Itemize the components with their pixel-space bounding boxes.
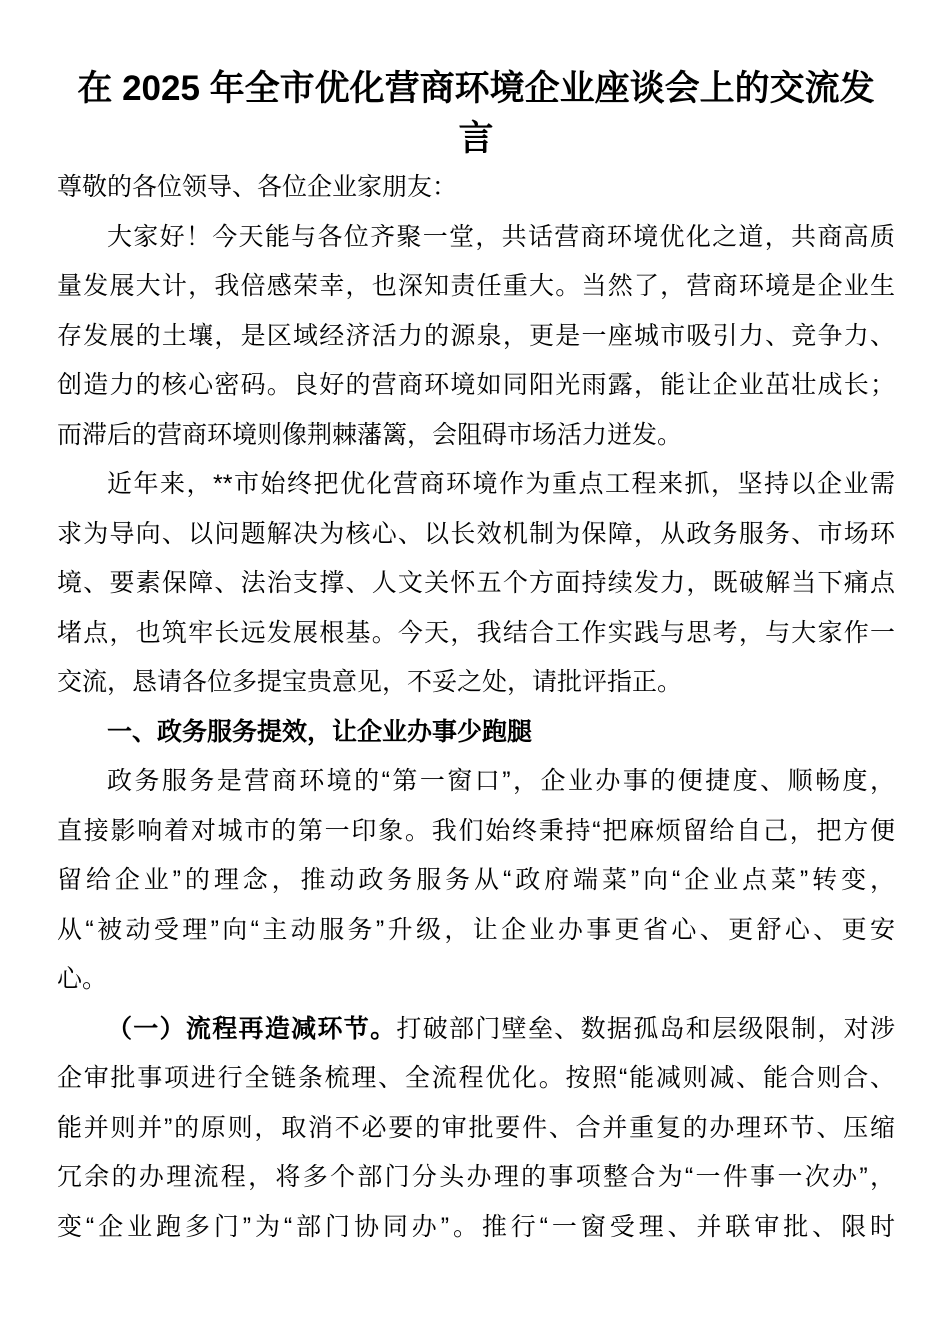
text-line: 能并则并”的原则，取消不必要的审批要件、合并重复的办理环节、压缩 <box>57 1113 895 1142</box>
text-line: 交流，恳请各位多提宝贵意见，不妥之处，请批评指正。 <box>57 668 683 696</box>
text-line: 近年来，**市始终把优化营商环境作为重点工程来抓，坚持以企业需 <box>107 470 895 498</box>
text-line <box>57 1005 895 1055</box>
document-body <box>57 64 895 1252</box>
text-block <box>57 163 895 213</box>
text-line: 一、政务服务提效，让企业办事少跑腿 <box>107 717 533 746</box>
text-line: 留给企业”的理念，推动政务服务从“政府端菜”向“企业点菜”转变， <box>57 866 895 894</box>
text-line: 境、要素保障、法治支撑、人文关怀五个方面持续发力，既破解当下痛点 <box>57 569 895 597</box>
bold-lead-in: （一）流程再造减环节。 <box>107 1014 397 1043</box>
text-line: 政务服务是营商环境的“第一窗口”，企业办事的便捷度、顺畅度， <box>107 767 895 795</box>
text-line: 而滞后的营商环境则像荆棘藩篱，会阻碍市场活力迸发。 <box>57 420 683 449</box>
text-block <box>57 757 895 1005</box>
section-heading <box>57 708 895 758</box>
text-line: 尊敬的各位领导、各位企业家朋友： <box>57 173 458 201</box>
text-line: 心。 <box>57 965 108 993</box>
text-line: 量发展大计，我倍感荣幸，也深知责任重大。当然了，营商环境是企业生 <box>57 272 895 300</box>
text-block <box>57 460 895 708</box>
text-line: 大家好！今天能与各位齐聚一堂，共话营商环境优化之道，共商高质 <box>107 222 895 251</box>
text-line: 堵点，也筑牢长远发展根基。今天，我结合工作实践与思考，与大家作一 <box>57 618 895 647</box>
text-block <box>57 1005 895 1253</box>
document-title-line: 在 2025 年全市优化营商环境企业座谈会上的交流发 <box>77 69 875 108</box>
document-title <box>57 64 895 163</box>
text-line: 从“被动受理”向“主动服务”升级，让企业办事更省心、更舒心、更安 <box>57 915 895 944</box>
text-line: 创造力的核心密码。良好的营商环境如同阳光雨露，能让企业茁壮成长； <box>57 371 895 399</box>
text-line: 企审批事项进行全链条梳理、全流程优化。按照“能减则减、能合则合、 <box>57 1064 895 1092</box>
line-text: 打破部门壁垒、数据孤岛和层级限制，对涉 <box>396 1014 895 1043</box>
document-title-line: 言 <box>458 118 494 158</box>
text-line: 直接影响着对城市的第一印象。我们始终秉持“把麻烦留给自己，把方便 <box>57 816 895 845</box>
text-line: 变“企业跑多门”为“部门协同办”。推行“一窗受理、并联审批、限时 <box>57 1212 895 1241</box>
text-line: 冗余的办理流程，将多个部门分头办理的事项整合为“一件事一次办”， <box>57 1163 895 1191</box>
text-line: 存发展的土壤，是区域经济活力的源泉，更是一座城市吸引力、竞争力、 <box>57 321 895 350</box>
text-block <box>57 213 895 461</box>
text-line: 求为导向、以问题解决为核心、以长效机制为保障，从政务服务、市场环 <box>57 519 895 548</box>
